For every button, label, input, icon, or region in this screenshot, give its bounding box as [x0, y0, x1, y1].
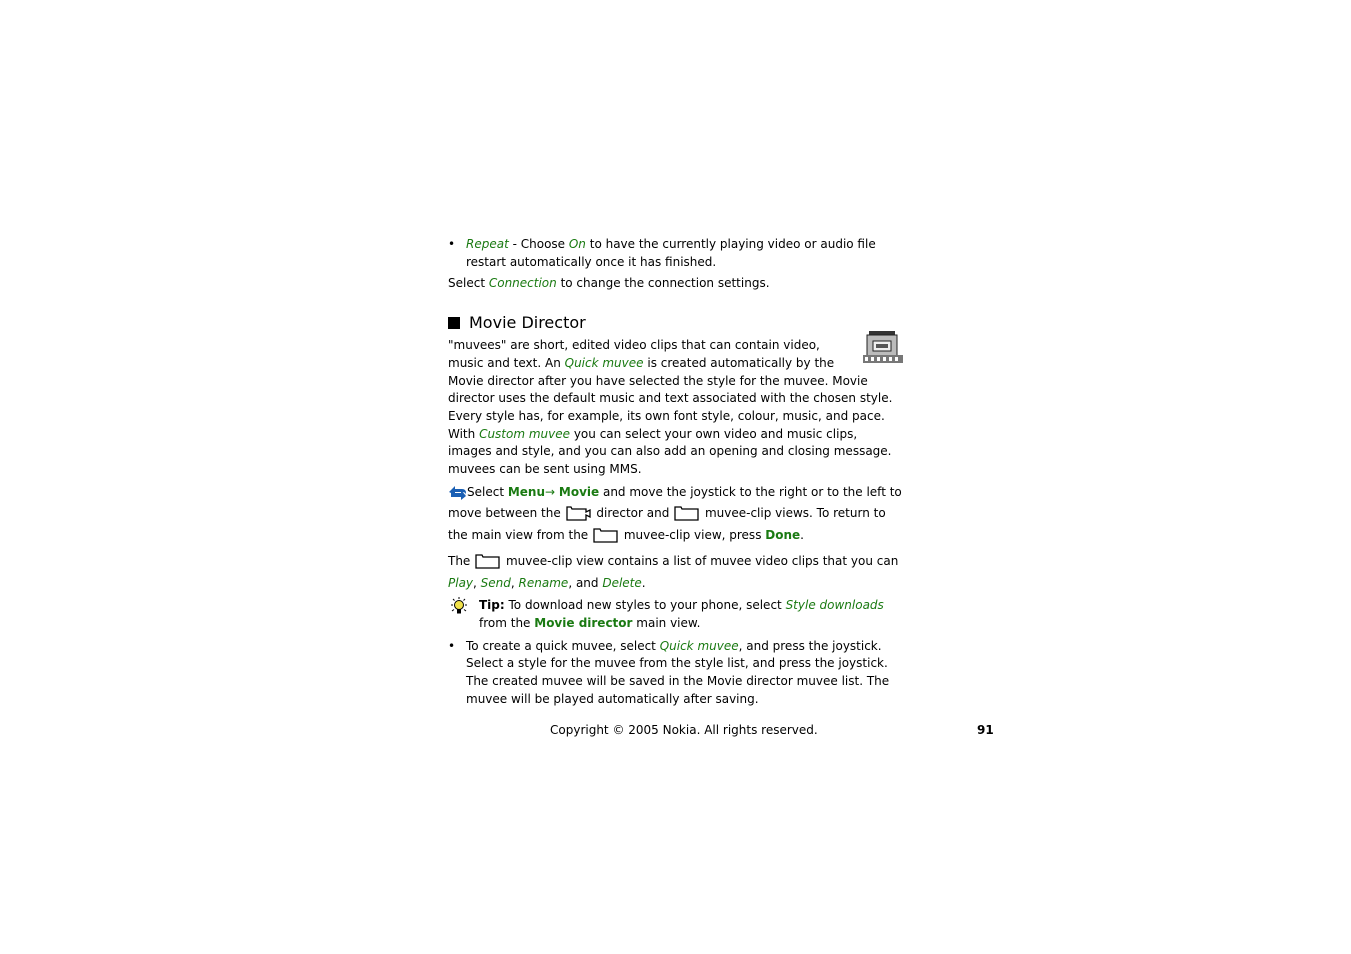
- text: muvee-clip views. To return to the main view from the: [448, 506, 886, 543]
- done-term: Done: [765, 528, 801, 543]
- text: To create a quick muvee, select: [466, 638, 660, 653]
- quick-muvee-term: Quick muvee: [564, 355, 644, 370]
- text: main view.: [632, 615, 701, 630]
- custom-muvee-term: Custom muvee: [479, 426, 571, 441]
- on-term: On: [568, 237, 586, 251]
- text: muvee-clip view contains a list of muvee video clips that you can: [502, 553, 899, 568]
- connection-paragraph: [448, 275, 903, 293]
- tip-box: [448, 597, 903, 632]
- text: ,: [473, 575, 481, 590]
- clip-view-paragraph: [448, 553, 903, 592]
- arrow-glyph: →: [545, 484, 559, 499]
- connection-term: Connection: [488, 276, 557, 291]
- copyright-notice: Copyright © 2005 Nokia. All rights reserved.: [550, 723, 818, 737]
- folder-tab-icon: [592, 528, 620, 549]
- text: to have the currently playing video or audio file restart automatically once it has finished.: [466, 237, 876, 269]
- repeat-term: Repeat: [466, 237, 509, 251]
- text: .: [641, 575, 646, 590]
- text: To download new styles to your phone, select: [504, 598, 786, 613]
- page-number: 91: [977, 723, 994, 737]
- text: and move the joystick to the right or to the left to move between the: [448, 484, 902, 521]
- text: "muvees" are short, edited video clips that can contain video, music and text. An: [448, 338, 820, 370]
- list-item-quick-muvee: [448, 638, 903, 709]
- send-term: Send: [480, 575, 511, 590]
- style-downloads-term: Style downloads: [785, 598, 884, 613]
- text: director and: [592, 506, 674, 521]
- heading-square-icon: [448, 317, 460, 329]
- bullet: •: [448, 237, 456, 251]
- movie-director-icon: [863, 329, 903, 371]
- movie-term: Movie: [558, 484, 600, 499]
- text: , and: [568, 575, 603, 590]
- text: is created automatically by the Movie director after you have selected the style for the muvee. Movie director uses the default music and text associated with the chosen style. Every style has, for example, its own font style, colour, music, and pace. With: [448, 355, 893, 441]
- camera-tab-icon: [565, 506, 593, 527]
- list-item-repeat: [448, 236, 903, 271]
- menu-term: Menu: [507, 484, 546, 499]
- text: to change the connection settings.: [556, 276, 770, 291]
- text: you can select your own video and music clips, images and style, and you can also add an opening and closing message. muvees can be sent using MMS.: [448, 426, 892, 477]
- rename-term: Rename: [518, 575, 569, 590]
- text: muvee-clip view, press: [620, 528, 766, 543]
- intro-paragraph: [448, 337, 903, 479]
- text: - Choose: [508, 237, 569, 251]
- text: ,: [510, 575, 519, 590]
- text: The: [448, 553, 475, 568]
- folder-tab-icon: [673, 506, 701, 527]
- play-term: Play: [448, 575, 474, 590]
- text: Select: [467, 484, 508, 499]
- tip-text: [479, 597, 903, 632]
- section-heading: [448, 313, 903, 333]
- text: , and press the joystick. Select a style for the muvee from the style list, and press the joystick. The created muvee will be saved in the Movie director muvee list. The muvee will be played automatically after saving.: [466, 638, 890, 706]
- quick-muvee-term: Quick muvee: [659, 638, 739, 653]
- bullet: •: [448, 638, 456, 653]
- section-title: Movie Director: [469, 313, 586, 333]
- tip-label: Tip:: [479, 598, 505, 613]
- navigation-paragraph: [448, 484, 903, 549]
- lightbulb-icon: [448, 597, 479, 632]
- movie-director-term: Movie director: [534, 615, 633, 630]
- text: .: [800, 528, 804, 543]
- shortcut-arrow-icon: [448, 484, 467, 506]
- delete-term: Delete: [602, 575, 642, 590]
- page-content: [448, 236, 903, 708]
- folder-tab-icon: [474, 554, 502, 575]
- text: from the: [479, 615, 535, 630]
- text: Select: [448, 276, 489, 291]
